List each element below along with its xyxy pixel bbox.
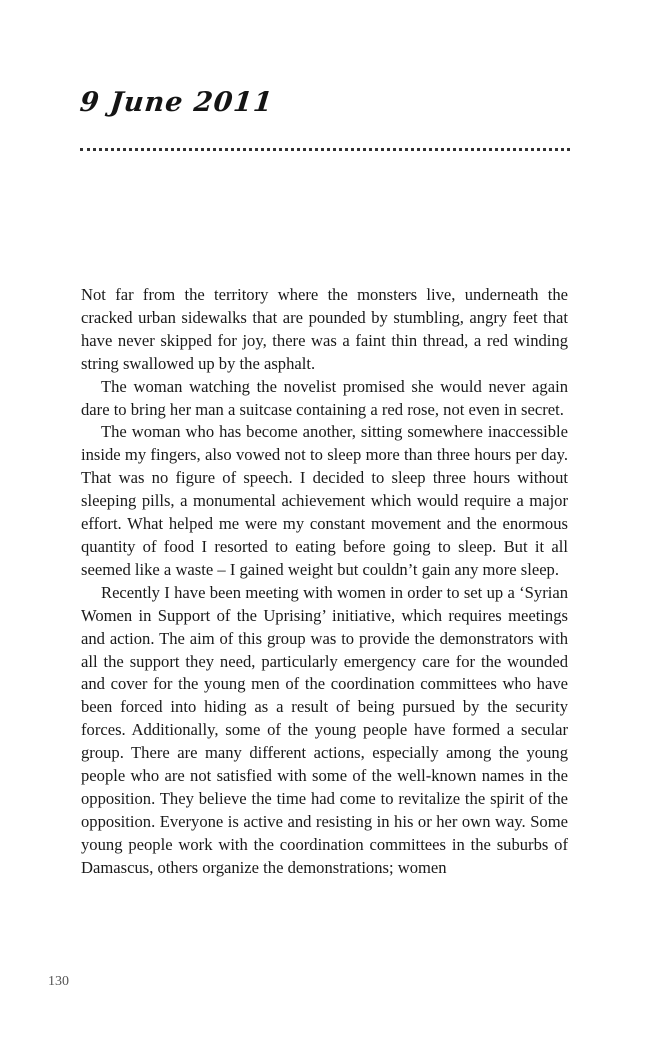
page-number: 130 (48, 974, 69, 989)
chapter-heading (80, 86, 570, 120)
paragraph-3: The woman who has become another, sitting somewhere inaccessible inside my fingers, also vowed not to sleep more than three hours per day. That was no figure of speech. I decided to sleep three hours without sleeping pills, a monumental achievement which would require a major effort. What helped me were my constant movement and the enormous quantity of food I resorted to eating before going to sleep. But it all seemed like a waste – I gained weight but couldn’t gain any more sleep. (81, 422, 568, 579)
paragraph-2: The woman watching the novelist promised she would never again dare to bring her man a suitcase containing a red rose, not even in secret. (81, 376, 568, 419)
chapter-title: 9 June 2011 (78, 87, 275, 118)
dotted-divider (80, 148, 570, 151)
paragraph-1: Not far from the territory where the monsters live, underneath the cracked urban sidewalks that are pounded by stumbling, angry feet that have never skipped for joy, there was a faint thin thread, a red winding string swallowed up by the asphalt. (81, 285, 568, 373)
body-text (81, 284, 568, 880)
paragraph-4: Recently I have been meeting with women in order to set up a ‘Syrian Women in Support of the Uprising’ initiative, which requires meetings and action. The aim of this group was to provide the demonstrators with all the support they need, particularly emergency care for the wounded and cover for the young men of the coordination committees who have been forced into hiding as a result of being pursued by the security forces. Additionally, some of the young people have formed a secular group. There are many different actions, especially among the young people who are not satisfied with some of the well-known names in the opposition. They believe the time had come to revitalize the spirit of the opposition. Everyone is active and resisting in his or her own way. Some young people work with the coordination committees in the suburbs of Damascus, others organize the demonstrations; women (81, 582, 568, 877)
